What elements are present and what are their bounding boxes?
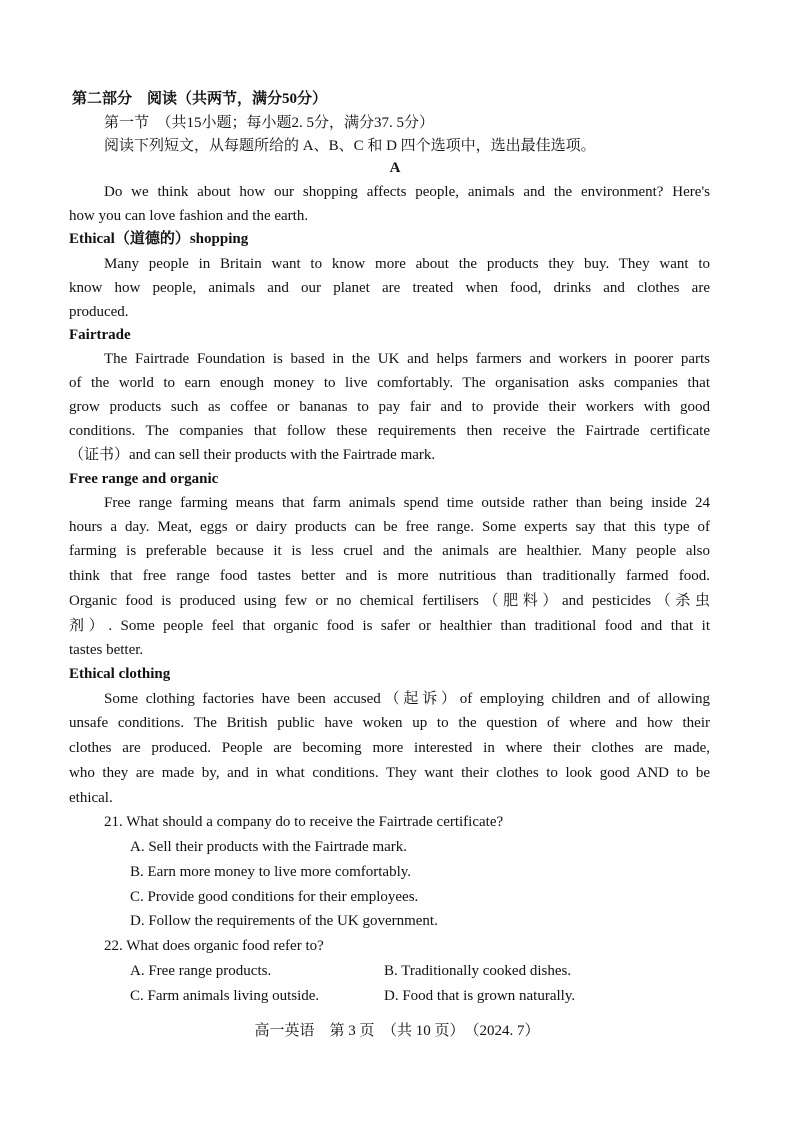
paragraph-line: Some clothing factories have been accused（起诉）of employing children and of allowing xyxy=(104,691,710,707)
paragraph-line: The Fairtrade Foundation is based in the UK and helps farmers and workers in poorer parts xyxy=(104,351,710,367)
paragraph-line: ethical. xyxy=(69,790,113,806)
paragraph-line: hours a day. Meat, eggs or dairy products can be free range. Some experts say that this type of xyxy=(69,519,710,535)
section-title: 第一节 （共15小题；每小题2. 5分，满分37. 5分） xyxy=(104,115,435,131)
paragraph-line: unsafe conditions. The British public have woken up to the question of where and how their xyxy=(69,715,710,731)
question-option[interactable]: A. Free range products. xyxy=(130,963,272,979)
paragraph-line: Organic food is produced using few or no chemical fertilisers（肥料）and pesticides（杀虫 xyxy=(69,593,710,609)
question-option[interactable]: A. Sell their products with the Fairtrade mark. xyxy=(130,839,408,855)
question-option[interactable]: C. Farm animals living outside. xyxy=(130,988,320,1004)
paragraph-line: 剂）. Some people feel that organic food is safer or healthier than traditional food and that it xyxy=(69,618,710,634)
paragraph-line: grow products such as coffee or bananas to pay fair and to provide their workers with good xyxy=(69,399,710,415)
instruction-text: 阅读下列短文，从每题所给的 A、B、C 和 D 四个选项中，选出最佳选项。 xyxy=(104,138,596,154)
question-option[interactable]: B. Earn more money to live more comfortably. xyxy=(130,864,412,880)
paragraph-line: Many people in Britain want to know more about the products they buy. They want to xyxy=(104,256,710,272)
section-heading: Ethical（道德的）shopping xyxy=(69,231,249,247)
question-option[interactable]: B. Traditionally cooked dishes. xyxy=(384,963,572,979)
intro-line: Do we think about how our shopping affects people, animals and the environment? Here's xyxy=(104,184,710,200)
paragraph-line: Free range farming means that farm animals spend time outside rather than being inside 24 xyxy=(104,495,710,511)
question-option[interactable]: D. Food that is grown naturally. xyxy=(384,988,576,1004)
paragraph-line: know how people, animals and our planet are treated when food, drinks and clothes are xyxy=(69,280,710,296)
paragraph-line: conditions. The companies that follow these requirements then receive the Fairtrade certificate xyxy=(69,423,710,439)
paragraph-line: tastes better. xyxy=(69,642,144,658)
paragraph-line: of the world to earn enough money to live comfortably. The organisation asks companies that xyxy=(69,375,710,391)
section-heading: Ethical clothing xyxy=(69,666,171,682)
question-stem: 22. What does organic food refer to? xyxy=(104,938,324,954)
section-heading: Fairtrade xyxy=(69,327,131,343)
question-option[interactable]: D. Follow the requirements of the UK government. xyxy=(130,913,438,929)
passage-label: A xyxy=(389,160,401,176)
paragraph-line: produced. xyxy=(69,304,129,320)
paragraph-line: clothes are produced. People are becoming more interested in where their clothes are made, xyxy=(69,740,710,756)
section-heading: Free range and organic xyxy=(69,471,219,487)
intro-line: how you can love fashion and the earth. xyxy=(69,208,309,224)
paragraph-line: think that free range food tastes better and is more nutritious than traditionally farmed food. xyxy=(69,568,710,584)
paragraph-line: （证书）and can sell their products with the Fairtrade mark. xyxy=(69,447,436,463)
paragraph-line: who they are made by, and in what conditions. They want their clothes to look good AND to be xyxy=(69,765,710,781)
page-footer: 高一英语 第 3 页 （共 10 页） （2024. 7） xyxy=(254,1023,540,1039)
question-option[interactable]: C. Provide good conditions for their employees. xyxy=(130,889,419,905)
paragraph-line: farming is preferable because it is less cruel and the animals are healthier. Many people also xyxy=(69,543,710,559)
part-title: 第二部分 阅读（共两节，满分50分） xyxy=(72,91,328,107)
question-stem: 21. What should a company do to receive the Fairtrade certificate? xyxy=(104,814,504,830)
